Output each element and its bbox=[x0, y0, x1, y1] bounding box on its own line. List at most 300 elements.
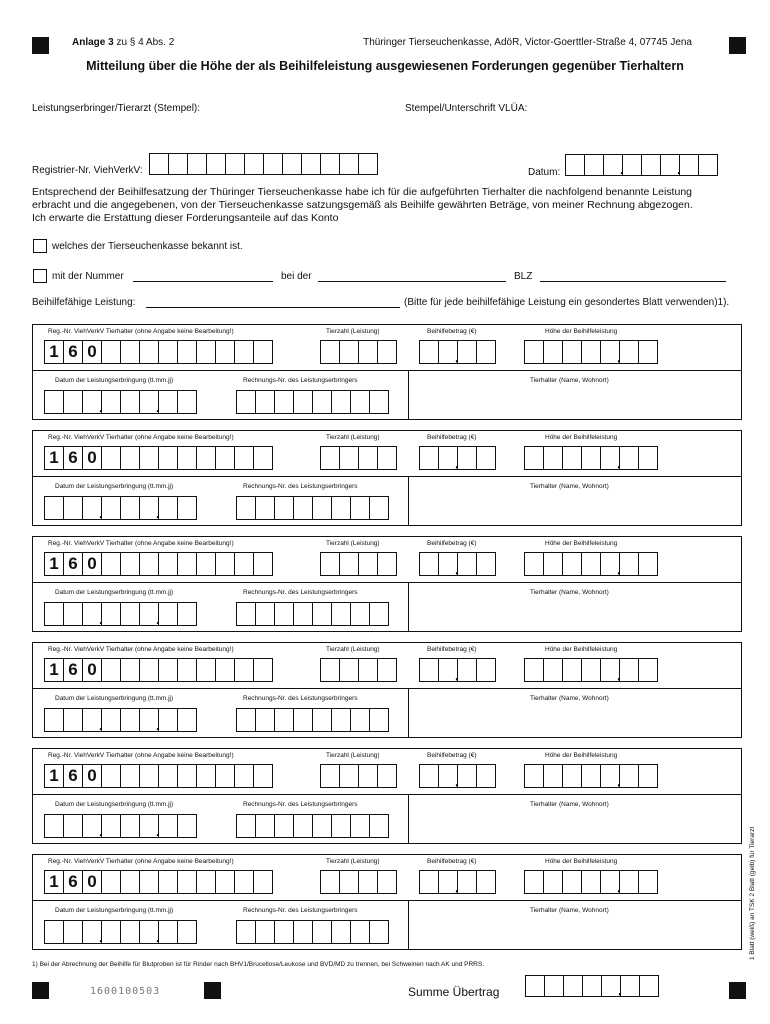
digit-cell[interactable] bbox=[159, 658, 178, 682]
digit-cell[interactable] bbox=[458, 764, 477, 788]
digit-cell[interactable] bbox=[582, 340, 601, 364]
digit-cell[interactable]: 0 bbox=[83, 764, 102, 788]
digit-cell[interactable] bbox=[197, 764, 216, 788]
digit-cell[interactable] bbox=[216, 870, 235, 894]
digit-cell[interactable] bbox=[639, 552, 658, 576]
digit-cell[interactable] bbox=[525, 552, 544, 576]
digit-cell[interactable] bbox=[64, 708, 83, 732]
digit-cell[interactable] bbox=[545, 975, 564, 997]
digit-cell[interactable] bbox=[159, 340, 178, 364]
digit-cell[interactable] bbox=[639, 658, 658, 682]
digit-cell[interactable] bbox=[256, 390, 275, 414]
entry-amount-field[interactable] bbox=[419, 870, 496, 894]
digit-cell[interactable] bbox=[102, 920, 121, 944]
digit-cell[interactable]: 1 bbox=[45, 446, 64, 470]
digit-cell[interactable] bbox=[64, 814, 83, 838]
digit-cell[interactable] bbox=[370, 602, 389, 626]
entry-invoice-field[interactable] bbox=[236, 708, 389, 732]
entry-reg-number-field[interactable] bbox=[44, 870, 273, 894]
digit-cell[interactable] bbox=[680, 154, 699, 176]
digit-cell[interactable] bbox=[140, 658, 159, 682]
digit-cell[interactable] bbox=[140, 552, 159, 576]
entry-reg-number-field[interactable] bbox=[44, 446, 273, 470]
digit-cell[interactable] bbox=[102, 340, 121, 364]
entry-total-field[interactable] bbox=[524, 870, 658, 894]
digit-cell[interactable] bbox=[197, 552, 216, 576]
digit-cell[interactable] bbox=[378, 446, 397, 470]
entry-invoice-field[interactable] bbox=[236, 920, 389, 944]
entry-amount-field[interactable] bbox=[419, 552, 496, 576]
digit-cell[interactable] bbox=[642, 154, 661, 176]
digit-cell[interactable] bbox=[197, 658, 216, 682]
digit-cell[interactable] bbox=[294, 496, 313, 520]
digit-cell[interactable] bbox=[544, 552, 563, 576]
digit-cell[interactable] bbox=[564, 975, 583, 997]
digit-cell[interactable] bbox=[245, 153, 264, 175]
digit-cell[interactable] bbox=[121, 708, 140, 732]
digit-cell[interactable]: 0 bbox=[83, 446, 102, 470]
digit-cell[interactable] bbox=[45, 708, 64, 732]
digit-cell[interactable] bbox=[525, 340, 544, 364]
digit-cell[interactable] bbox=[254, 446, 273, 470]
digit-cell[interactable] bbox=[121, 552, 140, 576]
digit-cell[interactable] bbox=[140, 340, 159, 364]
digit-cell[interactable] bbox=[45, 814, 64, 838]
digit-cell[interactable] bbox=[216, 552, 235, 576]
digit-cell[interactable] bbox=[359, 446, 378, 470]
digit-cell[interactable] bbox=[159, 814, 178, 838]
digit-cell[interactable] bbox=[235, 552, 254, 576]
digit-cell[interactable] bbox=[235, 446, 254, 470]
digit-cell[interactable] bbox=[582, 552, 601, 576]
digit-cell[interactable] bbox=[178, 870, 197, 894]
digit-cell[interactable] bbox=[351, 920, 370, 944]
digit-cell[interactable] bbox=[237, 814, 256, 838]
digit-cell[interactable] bbox=[159, 496, 178, 520]
digit-cell[interactable] bbox=[102, 658, 121, 682]
digit-cell[interactable] bbox=[378, 870, 397, 894]
entry-owner-input[interactable] bbox=[410, 809, 740, 843]
entry-owner-input[interactable] bbox=[410, 915, 740, 949]
digit-cell[interactable] bbox=[620, 658, 639, 682]
digit-cell[interactable] bbox=[178, 814, 197, 838]
digit-cell[interactable] bbox=[159, 708, 178, 732]
digit-cell[interactable] bbox=[45, 920, 64, 944]
digit-cell[interactable] bbox=[420, 552, 439, 576]
digit-cell[interactable] bbox=[639, 446, 658, 470]
entry-reg-number-field[interactable] bbox=[44, 658, 273, 682]
digit-cell[interactable] bbox=[359, 870, 378, 894]
digit-cell[interactable] bbox=[216, 340, 235, 364]
digit-cell[interactable] bbox=[639, 870, 658, 894]
entry-reg-number-field[interactable] bbox=[44, 552, 273, 576]
digit-cell[interactable] bbox=[420, 764, 439, 788]
digit-cell[interactable] bbox=[525, 658, 544, 682]
digit-cell[interactable] bbox=[226, 153, 245, 175]
digit-cell[interactable] bbox=[477, 764, 496, 788]
digit-cell[interactable] bbox=[313, 708, 332, 732]
digit-cell[interactable] bbox=[639, 340, 658, 364]
digit-cell[interactable] bbox=[102, 602, 121, 626]
entry-date-field[interactable] bbox=[44, 920, 197, 944]
digit-cell[interactable] bbox=[235, 764, 254, 788]
digit-cell[interactable] bbox=[583, 975, 602, 997]
digit-cell[interactable] bbox=[235, 870, 254, 894]
digit-cell[interactable] bbox=[178, 340, 197, 364]
digit-cell[interactable] bbox=[378, 340, 397, 364]
digit-cell[interactable] bbox=[420, 446, 439, 470]
entry-invoice-field[interactable] bbox=[236, 390, 389, 414]
digit-cell[interactable]: 6 bbox=[64, 658, 83, 682]
entry-date-field[interactable] bbox=[44, 602, 197, 626]
digit-cell[interactable] bbox=[321, 153, 340, 175]
digit-cell[interactable] bbox=[313, 920, 332, 944]
entry-amount-field[interactable] bbox=[419, 658, 496, 682]
digit-cell[interactable] bbox=[544, 340, 563, 364]
digit-cell[interactable] bbox=[620, 764, 639, 788]
digit-cell[interactable] bbox=[458, 870, 477, 894]
digit-cell[interactable] bbox=[102, 708, 121, 732]
digit-cell[interactable] bbox=[313, 814, 332, 838]
digit-cell[interactable] bbox=[121, 814, 140, 838]
digit-cell[interactable] bbox=[256, 920, 275, 944]
digit-cell[interactable] bbox=[275, 496, 294, 520]
digit-cell[interactable] bbox=[477, 340, 496, 364]
digit-cell[interactable] bbox=[370, 708, 389, 732]
entry-date-field[interactable] bbox=[44, 814, 197, 838]
digit-cell[interactable] bbox=[256, 602, 275, 626]
digit-cell[interactable] bbox=[64, 496, 83, 520]
digit-cell[interactable] bbox=[563, 658, 582, 682]
digit-cell[interactable] bbox=[582, 658, 601, 682]
digit-cell[interactable] bbox=[544, 446, 563, 470]
digit-cell[interactable] bbox=[254, 340, 273, 364]
entry-count-field[interactable] bbox=[320, 658, 397, 682]
entry-count-field[interactable] bbox=[320, 446, 397, 470]
digit-cell[interactable] bbox=[563, 870, 582, 894]
digit-cell[interactable] bbox=[620, 552, 639, 576]
digit-cell[interactable] bbox=[525, 870, 544, 894]
digit-cell[interactable] bbox=[359, 764, 378, 788]
digit-cell[interactable] bbox=[526, 975, 545, 997]
digit-cell[interactable] bbox=[178, 552, 197, 576]
digit-cell[interactable] bbox=[275, 708, 294, 732]
digit-cell[interactable] bbox=[351, 390, 370, 414]
digit-cell[interactable] bbox=[340, 153, 359, 175]
digit-cell[interactable] bbox=[197, 446, 216, 470]
digit-cell[interactable] bbox=[178, 390, 197, 414]
digit-cell[interactable] bbox=[458, 658, 477, 682]
digit-cell[interactable] bbox=[563, 446, 582, 470]
digit-cell[interactable] bbox=[45, 602, 64, 626]
digit-cell[interactable] bbox=[359, 153, 378, 175]
digit-cell[interactable] bbox=[340, 446, 359, 470]
sum-field[interactable] bbox=[525, 975, 659, 997]
digit-cell[interactable] bbox=[477, 870, 496, 894]
digit-cell[interactable] bbox=[178, 658, 197, 682]
digit-cell[interactable]: 1 bbox=[45, 658, 64, 682]
digit-cell[interactable] bbox=[121, 870, 140, 894]
digit-cell[interactable] bbox=[332, 920, 351, 944]
digit-cell[interactable] bbox=[378, 764, 397, 788]
digit-cell[interactable] bbox=[420, 870, 439, 894]
digit-cell[interactable] bbox=[313, 496, 332, 520]
digit-cell[interactable] bbox=[332, 496, 351, 520]
digit-cell[interactable] bbox=[332, 602, 351, 626]
digit-cell[interactable] bbox=[102, 496, 121, 520]
digit-cell[interactable] bbox=[45, 496, 64, 520]
digit-cell[interactable] bbox=[340, 552, 359, 576]
digit-cell[interactable] bbox=[159, 552, 178, 576]
digit-cell[interactable] bbox=[159, 870, 178, 894]
digit-cell[interactable] bbox=[420, 340, 439, 364]
digit-cell[interactable] bbox=[237, 708, 256, 732]
digit-cell[interactable] bbox=[121, 390, 140, 414]
digit-cell[interactable] bbox=[235, 658, 254, 682]
digit-cell[interactable]: 6 bbox=[64, 764, 83, 788]
entry-count-field[interactable] bbox=[320, 870, 397, 894]
known-account-checkbox[interactable] bbox=[33, 239, 47, 253]
digit-cell[interactable] bbox=[216, 446, 235, 470]
digit-cell[interactable] bbox=[359, 340, 378, 364]
digit-cell[interactable] bbox=[102, 390, 121, 414]
digit-cell[interactable] bbox=[620, 870, 639, 894]
digit-cell[interactable] bbox=[477, 658, 496, 682]
digit-cell[interactable] bbox=[359, 552, 378, 576]
digit-cell[interactable] bbox=[321, 552, 340, 576]
digit-cell[interactable] bbox=[197, 870, 216, 894]
digit-cell[interactable] bbox=[370, 920, 389, 944]
digit-cell[interactable] bbox=[283, 153, 302, 175]
account-number-input[interactable] bbox=[133, 281, 273, 282]
entry-total-field[interactable] bbox=[524, 446, 658, 470]
digit-cell[interactable] bbox=[178, 446, 197, 470]
digit-cell[interactable] bbox=[370, 390, 389, 414]
digit-cell[interactable] bbox=[420, 658, 439, 682]
digit-cell[interactable] bbox=[294, 602, 313, 626]
digit-cell[interactable]: 0 bbox=[83, 870, 102, 894]
digit-cell[interactable] bbox=[275, 814, 294, 838]
digit-cell[interactable] bbox=[332, 708, 351, 732]
digit-cell[interactable]: 0 bbox=[83, 340, 102, 364]
digit-cell[interactable] bbox=[275, 602, 294, 626]
digit-cell[interactable] bbox=[140, 870, 159, 894]
digit-cell[interactable] bbox=[313, 602, 332, 626]
digit-cell[interactable] bbox=[237, 602, 256, 626]
entry-amount-field[interactable] bbox=[419, 446, 496, 470]
entry-total-field[interactable] bbox=[524, 658, 658, 682]
digit-cell[interactable] bbox=[178, 764, 197, 788]
entry-owner-input[interactable] bbox=[410, 385, 740, 419]
digit-cell[interactable] bbox=[340, 870, 359, 894]
digit-cell[interactable]: 0 bbox=[83, 658, 102, 682]
digit-cell[interactable] bbox=[623, 154, 642, 176]
digit-cell[interactable] bbox=[477, 552, 496, 576]
digit-cell[interactable] bbox=[64, 390, 83, 414]
digit-cell[interactable] bbox=[254, 870, 273, 894]
entry-owner-input[interactable] bbox=[410, 597, 740, 631]
entry-count-field[interactable] bbox=[320, 764, 397, 788]
digit-cell[interactable] bbox=[188, 153, 207, 175]
digit-cell[interactable] bbox=[102, 764, 121, 788]
digit-cell[interactable]: 6 bbox=[64, 870, 83, 894]
digit-cell[interactable] bbox=[582, 764, 601, 788]
digit-cell[interactable] bbox=[169, 153, 188, 175]
digit-cell[interactable] bbox=[178, 920, 197, 944]
digit-cell[interactable]: 6 bbox=[64, 446, 83, 470]
entry-amount-field[interactable] bbox=[419, 340, 496, 364]
digit-cell[interactable] bbox=[340, 340, 359, 364]
digit-cell[interactable] bbox=[563, 764, 582, 788]
digit-cell[interactable] bbox=[321, 658, 340, 682]
digit-cell[interactable] bbox=[370, 814, 389, 838]
digit-cell[interactable] bbox=[582, 870, 601, 894]
digit-cell[interactable]: 0 bbox=[83, 552, 102, 576]
digit-cell[interactable] bbox=[256, 814, 275, 838]
digit-cell[interactable] bbox=[370, 496, 389, 520]
digit-cell[interactable] bbox=[254, 658, 273, 682]
digit-cell[interactable] bbox=[254, 552, 273, 576]
entry-date-field[interactable] bbox=[44, 708, 197, 732]
digit-cell[interactable] bbox=[544, 764, 563, 788]
digit-cell[interactable] bbox=[544, 658, 563, 682]
digit-cell[interactable] bbox=[620, 340, 639, 364]
digit-cell[interactable] bbox=[121, 446, 140, 470]
digit-cell[interactable] bbox=[216, 764, 235, 788]
entry-total-field[interactable] bbox=[524, 340, 658, 364]
digit-cell[interactable] bbox=[321, 446, 340, 470]
blz-input[interactable] bbox=[540, 281, 726, 282]
digit-cell[interactable] bbox=[121, 658, 140, 682]
digit-cell[interactable] bbox=[237, 390, 256, 414]
digit-cell[interactable] bbox=[102, 870, 121, 894]
digit-cell[interactable] bbox=[458, 552, 477, 576]
entry-reg-number-field[interactable] bbox=[44, 764, 273, 788]
digit-cell[interactable] bbox=[332, 390, 351, 414]
digit-cell[interactable] bbox=[121, 340, 140, 364]
digit-cell[interactable] bbox=[566, 154, 585, 176]
digit-cell[interactable] bbox=[378, 658, 397, 682]
digit-cell[interactable] bbox=[563, 340, 582, 364]
digit-cell[interactable] bbox=[302, 153, 321, 175]
digit-cell[interactable] bbox=[294, 920, 313, 944]
digit-cell[interactable] bbox=[102, 552, 121, 576]
digit-cell[interactable] bbox=[525, 764, 544, 788]
digit-cell[interactable] bbox=[340, 658, 359, 682]
digit-cell[interactable] bbox=[150, 153, 169, 175]
digit-cell[interactable] bbox=[121, 764, 140, 788]
entry-owner-input[interactable] bbox=[410, 703, 740, 737]
entry-date-field[interactable] bbox=[44, 496, 197, 520]
digit-cell[interactable] bbox=[321, 870, 340, 894]
digit-cell[interactable] bbox=[332, 814, 351, 838]
entry-amount-field[interactable] bbox=[419, 764, 496, 788]
digit-cell[interactable] bbox=[699, 154, 718, 176]
digit-cell[interactable] bbox=[178, 496, 197, 520]
digit-cell[interactable] bbox=[64, 920, 83, 944]
digit-cell[interactable] bbox=[237, 496, 256, 520]
digit-cell[interactable] bbox=[64, 602, 83, 626]
digit-cell[interactable] bbox=[621, 975, 640, 997]
digit-cell[interactable] bbox=[351, 814, 370, 838]
digit-cell[interactable] bbox=[563, 552, 582, 576]
digit-cell[interactable] bbox=[359, 658, 378, 682]
digit-cell[interactable] bbox=[321, 764, 340, 788]
digit-cell[interactable]: 6 bbox=[64, 552, 83, 576]
entry-total-field[interactable] bbox=[524, 552, 658, 576]
digit-cell[interactable] bbox=[275, 920, 294, 944]
digit-cell[interactable] bbox=[340, 764, 359, 788]
digit-cell[interactable] bbox=[159, 764, 178, 788]
digit-cell[interactable] bbox=[178, 602, 197, 626]
digit-cell[interactable] bbox=[121, 920, 140, 944]
digit-cell[interactable] bbox=[544, 870, 563, 894]
digit-cell[interactable] bbox=[102, 814, 121, 838]
digit-cell[interactable] bbox=[477, 446, 496, 470]
digit-cell[interactable] bbox=[294, 814, 313, 838]
digit-cell[interactable] bbox=[256, 708, 275, 732]
digit-cell[interactable] bbox=[351, 602, 370, 626]
digit-cell[interactable] bbox=[237, 920, 256, 944]
digit-cell[interactable]: 1 bbox=[45, 764, 64, 788]
digit-cell[interactable] bbox=[264, 153, 283, 175]
entry-count-field[interactable] bbox=[320, 552, 397, 576]
digit-cell[interactable] bbox=[159, 446, 178, 470]
bank-name-input[interactable] bbox=[318, 281, 506, 282]
digit-cell[interactable] bbox=[197, 340, 216, 364]
entry-invoice-field[interactable] bbox=[236, 496, 389, 520]
digit-cell[interactable] bbox=[351, 496, 370, 520]
digit-cell[interactable] bbox=[582, 446, 601, 470]
digit-cell[interactable] bbox=[159, 920, 178, 944]
digit-cell[interactable] bbox=[121, 496, 140, 520]
digit-cell[interactable] bbox=[275, 390, 294, 414]
digit-cell[interactable] bbox=[378, 552, 397, 576]
digit-cell[interactable] bbox=[620, 446, 639, 470]
entry-total-field[interactable] bbox=[524, 764, 658, 788]
digit-cell[interactable] bbox=[294, 708, 313, 732]
entry-owner-input[interactable] bbox=[410, 491, 740, 525]
digit-cell[interactable] bbox=[102, 446, 121, 470]
digit-cell[interactable] bbox=[525, 446, 544, 470]
digit-cell[interactable] bbox=[640, 975, 659, 997]
digit-cell[interactable] bbox=[159, 390, 178, 414]
digit-cell[interactable]: 1 bbox=[45, 340, 64, 364]
digit-cell[interactable] bbox=[45, 390, 64, 414]
digit-cell[interactable] bbox=[140, 446, 159, 470]
digit-cell[interactable] bbox=[159, 602, 178, 626]
digit-cell[interactable] bbox=[178, 708, 197, 732]
digit-cell[interactable] bbox=[294, 390, 313, 414]
entry-reg-number-field[interactable] bbox=[44, 340, 273, 364]
digit-cell[interactable] bbox=[639, 764, 658, 788]
digit-cell[interactable] bbox=[321, 340, 340, 364]
account-number-checkbox[interactable] bbox=[33, 269, 47, 283]
digit-cell[interactable]: 1 bbox=[45, 552, 64, 576]
digit-cell[interactable] bbox=[216, 658, 235, 682]
digit-cell[interactable] bbox=[458, 446, 477, 470]
digit-cell[interactable] bbox=[235, 340, 254, 364]
digit-cell[interactable] bbox=[585, 154, 604, 176]
digit-cell[interactable] bbox=[458, 340, 477, 364]
digit-cell[interactable]: 6 bbox=[64, 340, 83, 364]
service-input[interactable] bbox=[146, 307, 400, 308]
entry-invoice-field[interactable] bbox=[236, 602, 389, 626]
reg-number-field[interactable] bbox=[149, 153, 378, 175]
digit-cell[interactable] bbox=[207, 153, 226, 175]
entry-date-field[interactable] bbox=[44, 390, 197, 414]
digit-cell[interactable] bbox=[254, 764, 273, 788]
